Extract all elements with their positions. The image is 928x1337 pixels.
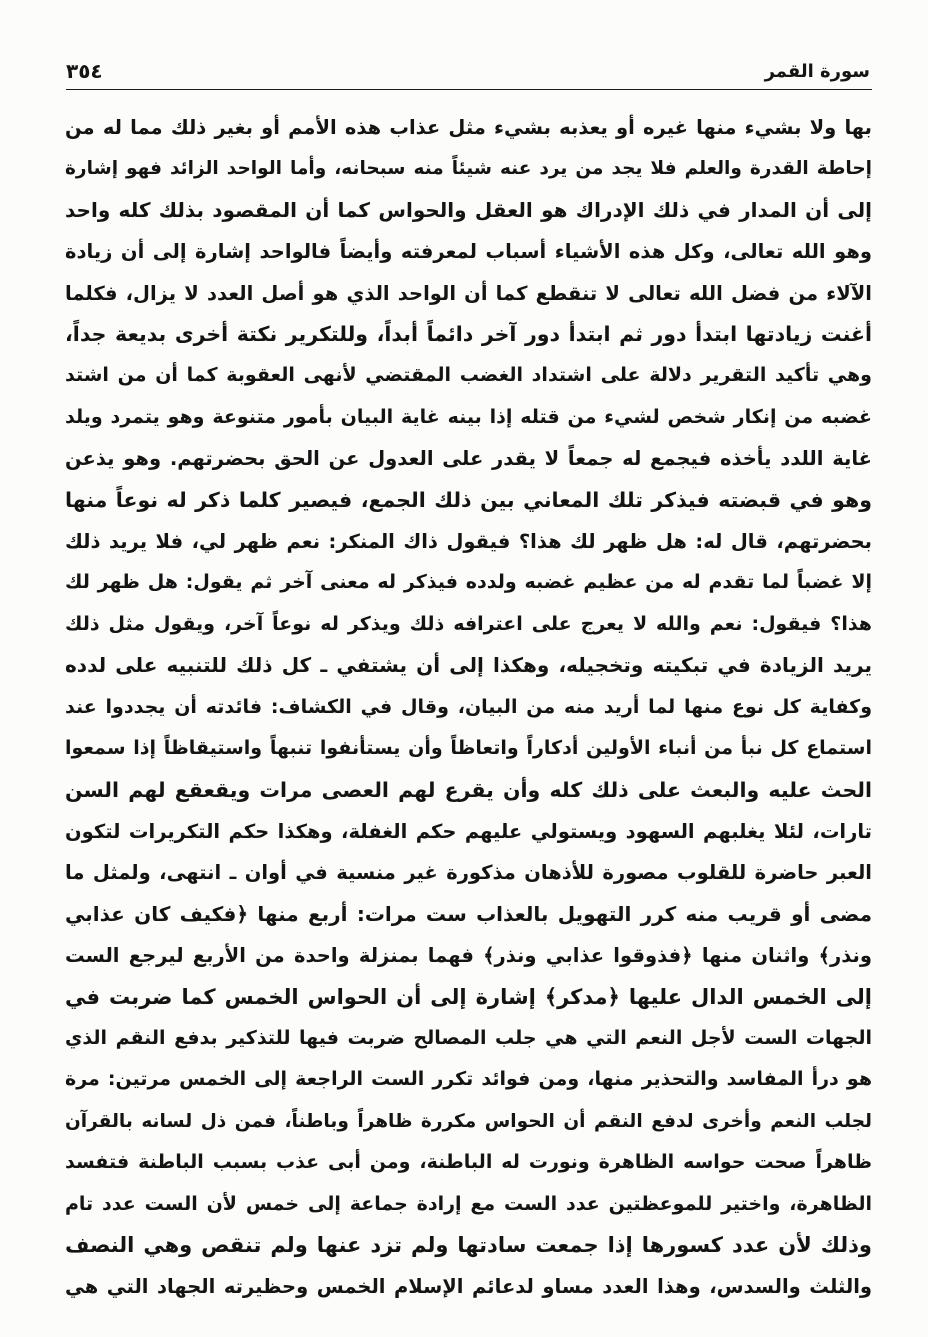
text-line: إحاطة القدرة والعلم فلا يجد من يرد عنه شيئاً منه سبحانه، وأما الواحد الزائد فهو إشارة: [65, 158, 872, 180]
text-line: إلى أن المدار في ذلك الإدراك هو العقل والحواس كما أن المقصود بذلك كله واحد: [65, 197, 872, 222]
text-line: بحضرتهم، قال له: هل ظهر لك هذا؟ فيقول ذاك المنكر: نعم ظهر لي، فلا يريد ذلك: [65, 530, 872, 554]
text-line: وذلك لأن عدد كسورها إذا جمعت سادتها ولم تزد عنها ولم تنقص وهي النصف: [65, 1232, 872, 1257]
page-number: ٣٥٤: [66, 59, 103, 83]
text-line: استماع كل نبأ من أنباء الأولين أدكاراً واتعاظاً وأن يستأنفوا تنبهاً واستيقاظاً إذا سمعوا: [65, 737, 872, 760]
text-line: هو درأ المفاسد والتحذير منها، ومن فوائد تكرر الست الراجعة إلى الخمس مرتين: مرة: [65, 1068, 872, 1091]
text-line: هذا؟ فيقول: نعم والله لا يعرج على اعترافه ذلك ويذكر له نوعاً آخر، ويقول مثل ذلك: [65, 612, 872, 635]
text-line: لجلب النعم وأخرى لدفع النقم أن الحواس مكررة ظاهراً وباطناً، فمن ذل لسانه بالقرآن: [65, 1110, 872, 1132]
text-body: [65, 107, 872, 1308]
text-line: وكفاية كل نوع منها لما أريد منه من البيان، وقال في الكشاف: فائدته أن يجددوا عند: [65, 695, 872, 718]
text-line: الظاهرة، واختير للموعظتين عدد الست مع إرادة جماعة إلى خمس لأن الست عدد تام: [65, 1192, 872, 1215]
text-line: وهو في قبضته فيذكر تلك المعاني بين ذلك الجمع، فيصير كلما ذكر له نوعاً منها: [65, 487, 872, 512]
text-line: الحث عليه والبعث على ذلك كله وأن يقرع لهم العصى مرات ويقعقع لهم السن: [65, 777, 872, 802]
text-line: تارات، لئلا يغلبهم السهود ويستولي عليهم حكم الغفلة، وهكذا حكم التكريرات لتكون: [65, 819, 872, 843]
text-line: والثلث والسدس، وهذا العدد مساو لدعائم الإسلام الخمس وحظيرته الجهاد التي هي: [65, 1275, 872, 1299]
text-line: وهي تأكيد التقرير دلالة على اشتداد الغضب المقتضي لأنهى العقوبة كما أن من اشتد: [65, 364, 872, 387]
header-rule: [66, 89, 872, 90]
text-line: إلا غضباً لما تقدم له من عظيم غضبه ولدده فيذكر له معنى آخر ثم يقول: هل ظهر لك: [65, 571, 872, 594]
text-line: العبر حاضرة للقلوب مصورة للأذهان مذكورة غير منسية في أوان ـ انتهى، ولمثل ما: [65, 861, 872, 885]
text-line: الآلاء من فضل الله تعالى لا تنقطع كما أن الواحد الذي هو أصل العدد لا يزال، فكلما: [65, 281, 872, 305]
text-line: بها ولا بشيء منها غيره أو يعذبه بشيء مثل عذاب هذه الأمم أو بغير ذلك مما له من: [65, 116, 872, 139]
text-line: ونذر﴾ واثنان منها ﴿فذوقوا عذابي ونذر﴾ فهما بمنزلة واحدة من الأربع ليرجع الست: [65, 944, 872, 968]
surah-title: سورة القمر: [764, 60, 870, 82]
text-line: الجهات الست لأجل النعم التي هي جلب المصالح ضربت فيها للتذكير بدفع النقم الذي: [65, 1026, 872, 1049]
text-line: إلى الخمس الدال عليها ﴿مدكر﴾ إشارة إلى أن الحواس الخمس كما ضربت في: [65, 984, 872, 1009]
text-line: مضى أو قريب منه كرر التهويل بالعذاب ست مرات: أربع منها ﴿فكيف كان عذابي: [65, 901, 872, 926]
text-line: أغنت زيادتها ابتدأ دور ثم ابتدأ دور آخر دائماً أبداً، وللتكرير نكتة أخرى بديعة جداً،: [65, 322, 872, 347]
page-header: [66, 56, 870, 86]
text-line: غضبه من إنكار شخص لشيء من قتله إذا بينه غاية البيان بأمور متنوعة وهو يتمرد ويلد: [65, 405, 872, 428]
text-line: غاية اللدد يأخذه فيجمع له جمعاً لا يقدر على العدول عن الحق بحضرتهم. وهو يذعن: [65, 447, 872, 471]
text-line: يريد الزيادة في تبكيته وتخجيله، وهكذا إلى أن يشتفي ـ كل ذلك للتنبيه على لدده: [65, 653, 872, 678]
text-line: وهو الله تعالى، وكل هذه الأشياء أسباب لمعرفته وأيضاً فالواحد إشارة إلى أن زيادة: [65, 240, 872, 264]
text-line: ظاهراً صحت حواسه الظاهرة ونورت له الباطنة، ومن أبى عذب بسبب الباطنة فتفسد: [65, 1151, 872, 1174]
